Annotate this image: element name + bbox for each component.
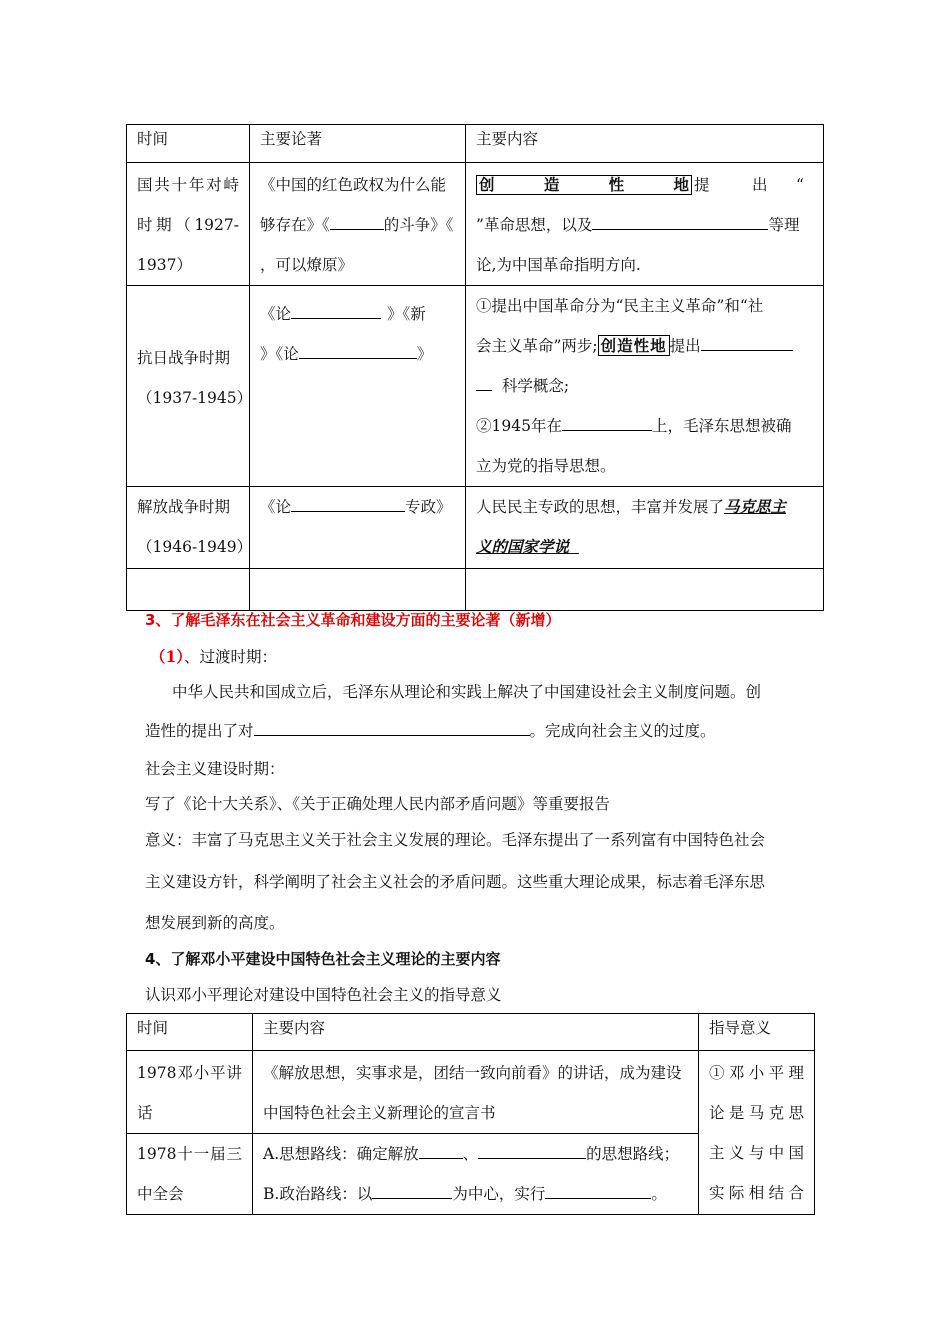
table-row-empty	[127, 569, 824, 611]
fill-blank[interactable]	[419, 1144, 463, 1159]
significance-cell: ①邓小平理 论是马克思 主义与中国 实际相结合	[699, 1051, 815, 1215]
fill-blank[interactable]	[330, 215, 384, 230]
table-row	[127, 163, 824, 286]
table-row	[127, 286, 824, 487]
paragraph: 社会主义建设时期：	[145, 760, 285, 778]
paragraph: 想发展到新的高度。	[145, 914, 285, 932]
table-row	[127, 1051, 815, 1134]
header-cell: 主要内容	[253, 1014, 699, 1051]
content-cell: 创造性地 提 出 “ ”革命思想，以及 等理 论,为中国革命指明方向.	[466, 163, 824, 286]
header-cell: 时间	[127, 125, 250, 163]
header-cell: 时间	[127, 1014, 253, 1051]
time-cell: 1978十一届三 中全会	[127, 1134, 253, 1215]
content-cell: 人民民主专政的思想，丰富并发展了马克思主 义的国家学说	[466, 487, 824, 569]
subsection-label: （1）、过渡时期：	[150, 647, 278, 666]
paragraph: 中华人民共和国成立后，毛泽东从理论和实践上解决了中国建设社会主义制度问题。创	[172, 683, 762, 701]
fill-blank[interactable]	[478, 1144, 586, 1159]
highlight-box: 创造性地	[476, 175, 692, 195]
content-cell: 《解放思想，实事求是，团结一致向前看》的讲话，成为建设 中国特色社会主义新理论的宣言书	[253, 1051, 699, 1134]
paragraph: 意义：丰富了马克思主义关于社会主义发展的理论。毛泽东提出了一系列富有中国特色社会	[145, 831, 766, 849]
time-cell: 1978邓小平讲 话	[127, 1051, 253, 1134]
content-cell: ①提出中国革命分为“民主主义革命”和“社 会主义革命”两步; 创造性地 提出 科学概念; ②1945年在 上，毛泽东思想被确 立为党的指导思想。	[466, 286, 824, 487]
content-cell: A.思想路线：确定解放 、 的思想路线； B.政治路线：以 为中心，实行 。	[253, 1134, 699, 1215]
table-row	[127, 487, 824, 569]
time-cell: 解放战争时期 （1946-1949）	[127, 487, 250, 569]
fill-blank[interactable]	[372, 1184, 452, 1199]
fill-blank[interactable]	[291, 304, 381, 319]
header-cell: 主要内容	[466, 125, 824, 163]
works-cell: 《中国的红色政权为什么能 够存在》《 的斗争》《 ，可以燎原》	[250, 163, 466, 286]
section-subheading: 认识邓小平理论对建设中国特色社会主义的指导意义	[145, 986, 502, 1004]
fill-blank[interactable]	[476, 376, 492, 391]
time-cell: 抗日战争时期 （1937-1945）	[127, 286, 250, 487]
section-heading: 4、了解邓小平建设中国特色社会主义理论的主要内容	[145, 950, 501, 968]
table-header-row	[127, 125, 824, 163]
fill-blank[interactable]	[701, 336, 793, 351]
highlight-box: 创造性地	[598, 335, 670, 356]
paragraph: 写了《论十大关系》、《关于正确处理人民内部矛盾问题》等重要报告	[145, 795, 611, 813]
fill-blank[interactable]	[592, 215, 768, 230]
fill-blank[interactable]	[299, 344, 417, 359]
fill-blank[interactable]	[545, 1184, 651, 1199]
paragraph: 主义建设方针，科学阐明了社会主义社会的矛盾问题。这些重大理论成果，标志着毛泽东思	[145, 873, 766, 891]
works-cell: 《论 》《新 》《论 》	[250, 286, 466, 487]
header-cell: 指导意义	[699, 1014, 815, 1051]
time-cell: 国共十年对峙 时期（1927- 1937）	[127, 163, 250, 286]
section-heading: 3、了解毛泽东在社会主义革命和建设方面的主要论著（新增）	[145, 611, 561, 629]
era-works-table	[126, 124, 824, 611]
fill-blank[interactable]	[254, 721, 530, 736]
works-cell: 《论 专政》	[250, 487, 466, 569]
table-header-row	[127, 1014, 815, 1051]
fill-blank[interactable]	[291, 497, 405, 512]
fill-blank[interactable]	[562, 416, 652, 431]
header-cell: 主要论著	[250, 125, 466, 163]
deng-theory-table	[126, 1013, 815, 1215]
paragraph: 造性的提出了对 。完成向社会主义的过度。	[145, 722, 716, 740]
